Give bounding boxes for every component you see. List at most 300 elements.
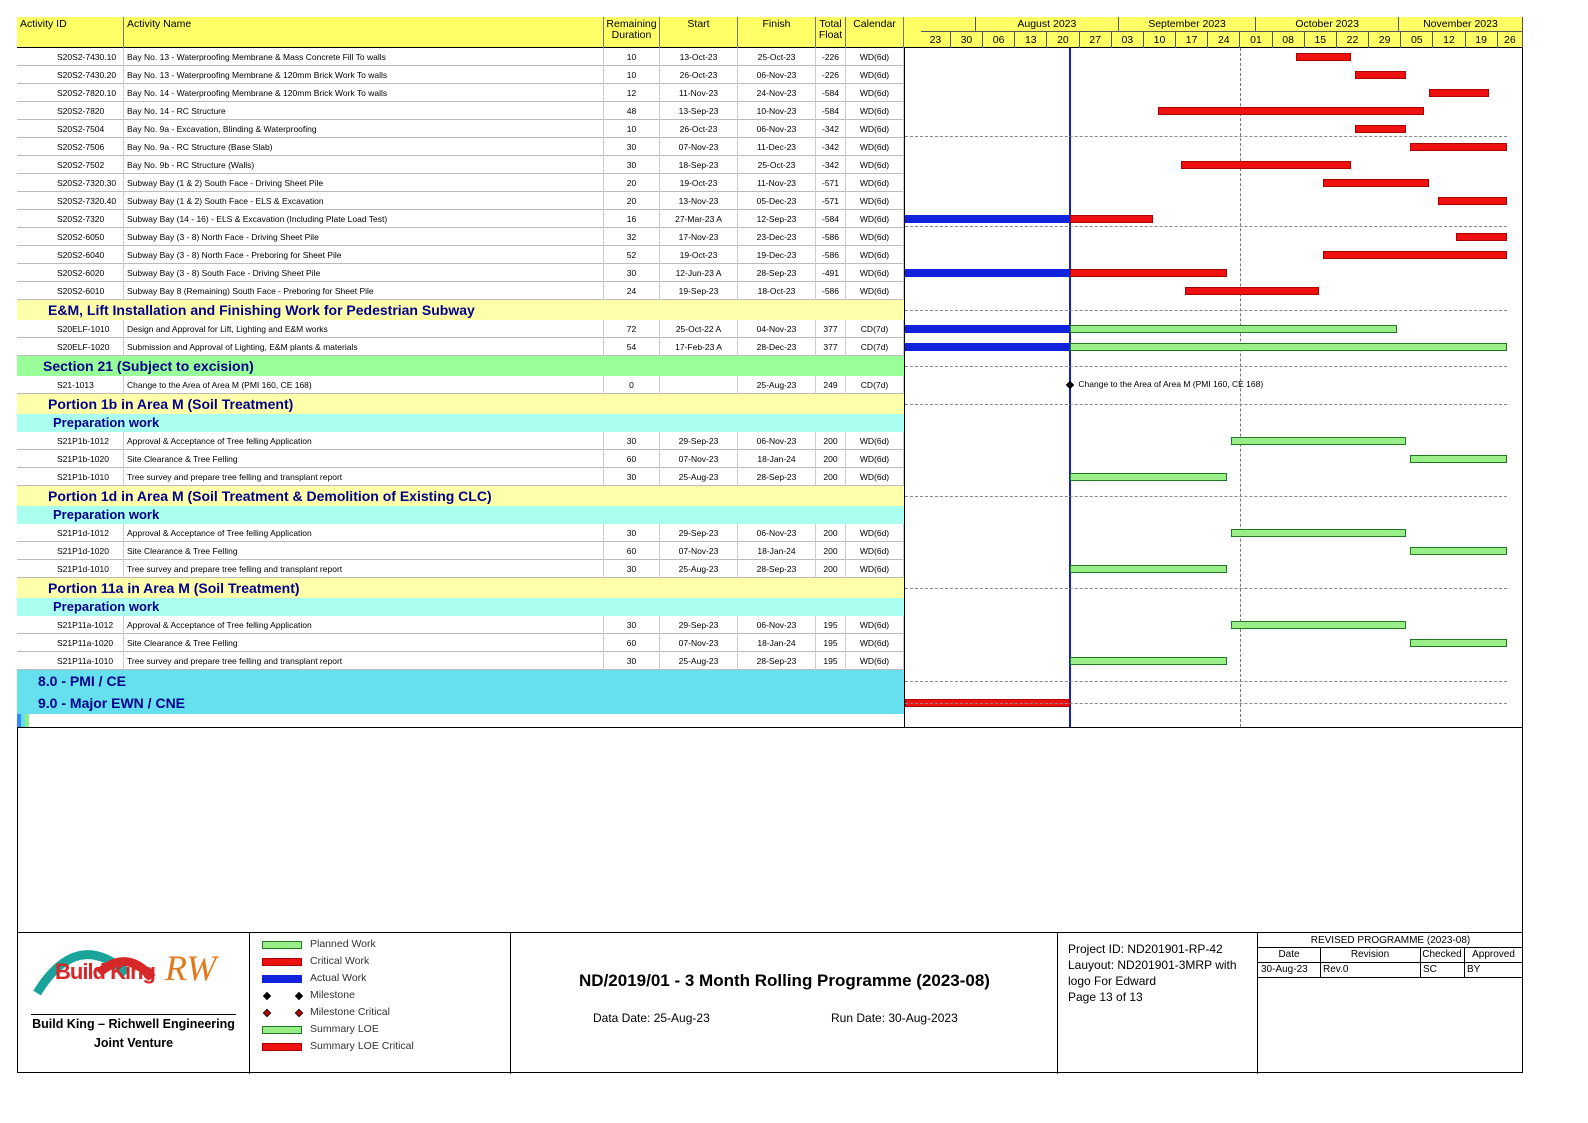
activity-id-cell: S21P1b-1012 [17,432,124,450]
wbs-group-header[interactable]: 9.0 - Major EWN / CNE [17,692,904,714]
activity-id-cell: S20S2-7502 [17,156,124,174]
finish-cell: 06-Nov-23 [738,524,816,542]
activity-id-cell: S20ELF-1010 [17,320,124,338]
critical-bar[interactable] [1158,107,1425,115]
wbs-group-header[interactable]: E&M, Lift Installation and Finishing Work for Pedestrian Subway [17,300,904,320]
start-cell: 29-Sep-23 [660,432,738,450]
wbs-group-header[interactable]: Portion 11a in Area M (Soil Treatment) [17,578,904,598]
float-cell: 249 [816,376,846,394]
timeline-month-pad [921,17,976,32]
float-cell: -226 [816,48,846,66]
critical-bar[interactable] [1456,233,1507,241]
critical-bar[interactable] [1185,287,1318,295]
activity-row[interactable] [17,210,904,228]
calendar-cell: WD(6d) [846,264,904,282]
legend [250,933,511,1074]
finish-cell: 28-Sep-23 [738,264,816,282]
group-separator [905,136,1507,137]
finish-cell: 04-Nov-23 [738,320,816,338]
duration-cell: 52 [604,246,660,264]
duration-cell: 24 [604,282,660,300]
start-cell: 13-Sep-23 [660,102,738,120]
calendar-cell: WD(6d) [846,228,904,246]
float-cell: 195 [816,634,846,652]
milestone-diamond-icon[interactable] [1066,381,1074,389]
duration-cell: 30 [604,560,660,578]
activity-name-cell: Bay No. 14 - RC Structure [124,102,604,120]
activity-id-cell: S20S2-6020 [17,264,124,282]
calendar-cell: WD(6d) [846,48,904,66]
activity-row[interactable] [17,282,904,300]
start-cell: 07-Nov-23 [660,634,738,652]
start-cell: 29-Sep-23 [660,616,738,634]
calendar-cell: WD(6d) [846,192,904,210]
duration-cell: 30 [604,468,660,486]
wbs-group-header[interactable]: Preparation work [17,414,904,432]
planned-bar[interactable] [1410,639,1507,647]
float-cell: 200 [816,468,846,486]
logo-subtitle-1: Build King – Richwell Engineering [32,1017,235,1031]
planned-bar[interactable] [1070,343,1507,351]
duration-cell: 30 [604,156,660,174]
calendar-cell: WD(6d) [846,174,904,192]
duration-cell: 10 [604,48,660,66]
float-cell: -586 [816,228,846,246]
activity-row[interactable] [17,634,904,652]
activity-name-cell: Tree survey and prepare tree felling and transplant report [124,468,604,486]
start-cell: 12-Jun-23 A [660,264,738,282]
activity-id-cell: S21P1b-1020 [17,450,124,468]
calendar-cell: WD(6d) [846,468,904,486]
duration-cell: 10 [604,120,660,138]
activity-id-cell: S21P1d-1012 [17,524,124,542]
table-bottom-border [17,727,1523,728]
duration-cell: 30 [604,138,660,156]
activity-name-cell: Bay No. 9b - RC Structure (Walls) [124,156,604,174]
programme-title: ND/2019/01 - 3 Month Rolling Programme (2023-08) [579,971,990,990]
float-cell: -584 [816,84,846,102]
timeline-week: 03 [1112,32,1144,48]
activity-id-cell: S20ELF-1020 [17,338,124,356]
finish-cell: 25-Oct-23 [738,48,816,66]
critical-bar[interactable] [1438,197,1507,205]
calendar-cell: WD(6d) [846,282,904,300]
timeline-week: 10 [1144,32,1176,48]
activity-name-cell: Bay No. 9a - Excavation, Blinding & Waterproofing [124,120,604,138]
float-cell: -342 [816,156,846,174]
activity-id-cell: S21P11a-1012 [17,616,124,634]
float-cell: -584 [816,210,846,228]
critical-bar[interactable] [1070,269,1226,277]
activity-row[interactable] [17,542,904,560]
activity-name-cell: Bay No. 9a - RC Structure (Base Slab) [124,138,604,156]
planned-bar[interactable] [1070,657,1226,665]
timeline-week: 29 [1369,32,1401,48]
data-date-text: Data Date: 25-Aug-23 [593,1011,710,1025]
duration-cell: 30 [604,616,660,634]
activity-name-cell: Subway Bay (3 - 8) North Face - Driving Sheet Pile [124,228,604,246]
gantt-timeline [904,48,1506,727]
calendar-cell: WD(6d) [846,450,904,468]
timeline-week: 13 [1015,32,1047,48]
start-cell: 25-Aug-23 [660,652,738,670]
wbs-group-header[interactable]: 8.0 - PMI / CE [17,670,904,692]
critical-bar[interactable] [1181,161,1351,169]
float-cell: -491 [816,264,846,282]
finish-cell: 05-Dec-23 [738,192,816,210]
timeline-header [921,17,1523,48]
group-separator [905,496,1507,497]
group-separator [905,310,1507,311]
activity-id-cell: S20S2-7430.10 [17,48,124,66]
activity-row[interactable] [17,156,904,174]
page-number: Page 13 of 13 [1068,990,1143,1004]
activity-row[interactable] [17,102,904,120]
critical-bar[interactable] [1429,89,1489,97]
activity-name-cell: Subway Bay (1 & 2) South Face - Driving Sheet Pile [124,174,604,192]
activity-row[interactable] [17,560,904,578]
activity-id-cell: S21P1d-1020 [17,542,124,560]
float-cell: -571 [816,192,846,210]
legend-planned-label: Planned Work [310,938,376,950]
activity-id-cell: S20S2-7320.30 [17,174,124,192]
planned-bar[interactable] [1070,473,1226,481]
timeline-week: 22 [1337,32,1369,48]
timeline-week: 17 [1176,32,1208,48]
activity-name-cell: Bay No. 13 - Waterproofing Membrane & 120mm Brick Work To walls [124,66,604,84]
duration-cell: 10 [604,66,660,84]
duration-cell: 20 [604,174,660,192]
duration-cell: 30 [604,432,660,450]
planned-bar[interactable] [1231,621,1406,629]
activity-id-cell: S20S2-7504 [17,120,124,138]
activity-name-cell: Tree survey and prepare tree felling and transplant report [124,560,604,578]
wbs-group-header[interactable]: Preparation work [17,598,904,616]
activity-id-cell: S20S2-7320 [17,210,124,228]
activity-row[interactable] [17,338,904,356]
timeline-week: 30 [951,32,983,48]
revision-title: REVISED PROGRAMME (2023-08) [1310,935,1471,946]
activity-row[interactable] [17,48,904,66]
finish-cell: 11-Dec-23 [738,138,816,156]
activity-name-cell: Site Clearance & Tree Felling [124,634,604,652]
activity-id-cell: S20S2-7506 [17,138,124,156]
col-calendar[interactable]: Calendar [846,17,904,48]
calendar-cell: WD(6d) [846,156,904,174]
calendar-cell: CD(7d) [846,376,904,394]
activity-name-cell: Subway Bay (3 - 8) South Face - Driving Sheet Pile [124,264,604,282]
activity-name-cell: Subway Bay (1 & 2) South Face - ELS & Excavation [124,192,604,210]
activity-id-cell: S21P1b-1010 [17,468,124,486]
activity-name-cell: Approval & Acceptance of Tree felling Application [124,616,604,634]
start-cell: 17-Nov-23 [660,228,738,246]
activity-row[interactable] [17,246,904,264]
timeline-week: 19 [1466,32,1498,48]
actual-swatch [262,975,302,983]
legend-critical-label: Critical Work [310,955,370,967]
duration-cell: 30 [604,524,660,542]
finish-cell: 18-Oct-23 [738,282,816,300]
project-layout: Lauyout: ND201901-3MRP with logo For Edward [1068,958,1237,988]
activity-name-cell: Tree survey and prepare tree felling and transplant report [124,652,604,670]
start-cell: 25-Aug-23 [660,560,738,578]
actual-bar[interactable] [905,325,1070,333]
rev-header-revision: Revision [1350,949,1390,960]
planned-bar[interactable] [1231,529,1406,537]
milestone-diamond-icon [263,992,271,1000]
timeline-week: 05 [1401,32,1433,48]
activity-row[interactable] [17,84,904,102]
finish-cell: 06-Nov-23 [738,432,816,450]
finish-cell: 23-Dec-23 [738,228,816,246]
col-finish[interactable]: Finish [738,17,816,48]
duration-cell: 72 [604,320,660,338]
critical-bar[interactable] [1296,53,1351,61]
start-cell: 25-Oct-22 A [660,320,738,338]
duration-cell: 0 [604,376,660,394]
critical-swatch [262,958,302,966]
start-cell: 17-Feb-23 A [660,338,738,356]
float-cell: -586 [816,246,846,264]
wbs-group-header[interactable]: Portion 1d in Area M (Soil Treatment & Demolition of Existing CLC) [17,486,904,506]
activity-row[interactable] [17,652,904,670]
wbs-group-header[interactable]: Preparation work [17,506,904,524]
title-cell [511,933,1058,1074]
float-cell: 200 [816,524,846,542]
activity-id-cell: S21-1013 [17,376,124,394]
planned-bar[interactable] [1231,437,1406,445]
rev-checked: SC [1423,964,1437,975]
start-cell: 13-Nov-23 [660,192,738,210]
start-cell: 19-Oct-23 [660,174,738,192]
float-cell: 195 [816,652,846,670]
timeline-week: 24 [1208,32,1240,48]
logo-subtitle-2: Joint Venture [93,1036,174,1050]
start-cell: 26-Oct-23 [660,120,738,138]
activity-name-cell: Bay No. 14 - Waterproofing Membrane & 120mm Brick Work To walls [124,84,604,102]
planned-bar[interactable] [1070,325,1396,333]
col-start[interactable]: Start [660,17,738,48]
legend-summary-loe-label: Summary LOE [310,1023,379,1035]
duration-cell: 32 [604,228,660,246]
critical-bar[interactable] [1323,251,1507,259]
activity-row[interactable] [17,192,904,210]
legend-actual-label: Actual Work [310,972,367,984]
start-cell: 26-Oct-23 [660,66,738,84]
activity-id-cell: S20S2-6040 [17,246,124,264]
logo-divider [31,1014,236,1015]
activity-name-cell: Approval & Acceptance of Tree felling Application [124,524,604,542]
activity-id-cell: S20S2-7820 [17,102,124,120]
float-cell: 377 [816,320,846,338]
activity-id-cell: S20S2-6050 [17,228,124,246]
critical-bar[interactable] [1070,215,1153,223]
float-cell: 200 [816,432,846,450]
float-cell: 195 [816,616,846,634]
float-cell: -342 [816,120,846,138]
activity-name-cell: Subway Bay 8 (Remaining) South Face - Preboring for Sheet Pile [124,282,604,300]
planned-bar[interactable] [1410,455,1507,463]
activity-row[interactable] [17,264,904,282]
activity-row[interactable] [17,432,904,450]
activity-row[interactable] [17,66,904,84]
activity-row[interactable] [17,450,904,468]
project-info [1068,941,1253,1005]
planned-bar[interactable] [1410,547,1507,555]
activity-row[interactable] [17,174,904,192]
calendar-cell: WD(6d) [846,560,904,578]
activity-name-cell: Site Clearance & Tree Felling [124,450,604,468]
calendar-cell: WD(6d) [846,616,904,634]
col-activity-id[interactable]: Activity ID [17,17,124,48]
duration-cell: 20 [604,192,660,210]
summary-loe-swatch [262,1026,302,1034]
duration-cell: 30 [604,264,660,282]
activity-name-cell: Bay No. 13 - Waterproofing Membrane & Mass Concrete Fill To walls [124,48,604,66]
wbs-group-header[interactable]: Portion 1b in Area M (Soil Treatment) [17,394,904,414]
group-separator [905,588,1507,589]
activity-name-cell: Change to the Area of Area M (PMI 160, CE 168) [124,376,604,394]
activity-row[interactable] [17,376,904,394]
start-cell: 13-Oct-23 [660,48,738,66]
calendar-cell: WD(6d) [846,246,904,264]
activity-row[interactable] [17,228,904,246]
critical-bar[interactable] [1323,179,1429,187]
critical-bar[interactable] [1355,125,1406,133]
calendar-cell: WD(6d) [846,210,904,228]
finish-cell: 18-Jan-24 [738,450,816,468]
float-cell: 200 [816,560,846,578]
actual-bar[interactable] [905,269,1070,277]
activity-row[interactable] [17,616,904,634]
activity-row[interactable] [17,468,904,486]
activity-id-cell: S21P11a-1010 [17,652,124,670]
start-cell: 11-Nov-23 [660,84,738,102]
critical-bar[interactable] [1410,143,1507,151]
logo-mark: RW [165,948,217,988]
calendar-cell: WD(6d) [846,634,904,652]
calendar-cell: WD(6d) [846,542,904,560]
rev-approved: BY [1467,964,1481,975]
calendar-cell: WD(6d) [846,524,904,542]
finish-cell: 18-Jan-24 [738,542,816,560]
float-cell: -586 [816,282,846,300]
timeline-week: 08 [1273,32,1305,48]
timeline-week: 12 [1433,32,1465,48]
finish-cell: 11-Nov-23 [738,174,816,192]
activity-id-cell: S21P11a-1020 [17,634,124,652]
timeline-month: November 2023 [1399,17,1523,32]
float-cell: -226 [816,66,846,84]
timeline-week: 01 [1240,32,1272,48]
finish-cell: 06-Nov-23 [738,66,816,84]
timeline-month: October 2023 [1256,17,1398,32]
timeline-week: 06 [983,32,1015,48]
timeline-month: September 2023 [1119,17,1257,32]
timeline-month: August 2023 [976,17,1118,32]
duration-cell: 60 [604,634,660,652]
start-cell: 25-Aug-23 [660,468,738,486]
activity-row[interactable] [17,138,904,156]
float-cell: 377 [816,338,846,356]
milestone-label: Change to the Area of Area M (PMI 160, CE 168) [1078,379,1264,389]
project-cell [1058,933,1258,1074]
group-separator [905,226,1507,227]
float-cell: -584 [816,102,846,120]
finish-cell: 24-Nov-23 [738,84,816,102]
activity-name-cell: Submission and Approval of Lighting, E&M plants & materials [124,338,604,356]
planned-bar[interactable] [1070,565,1226,573]
col-total-float[interactable]: Total Float [816,17,846,48]
col-activity-name[interactable]: Activity Name [124,17,604,48]
group-separator [905,366,1507,367]
activity-name-cell: Site Clearance & Tree Felling [124,542,604,560]
finish-cell: 18-Jan-24 [738,634,816,652]
project-id: Project ID: ND201901-RP-42 [1068,942,1223,956]
calendar-cell: WD(6d) [846,432,904,450]
col-remaining-duration[interactable]: Remaining Duration [604,17,660,48]
duration-cell: 60 [604,542,660,560]
finish-cell: 28-Sep-23 [738,652,816,670]
activity-id-cell: S20S2-7320.40 [17,192,124,210]
duration-cell: 60 [604,450,660,468]
activity-name-cell: Subway Bay (14 - 16) - ELS & Excavation (Including Plate Load Test) [124,210,604,228]
activity-row[interactable] [17,524,904,542]
start-cell: 27-Mar-23 A [660,210,738,228]
activity-id-cell: S20S2-7430.20 [17,66,124,84]
group-separator [905,681,1507,682]
wbs-group-header[interactable]: Section 21 (Subject to excision) [17,356,904,376]
timeline-week: 26 [1498,32,1523,48]
start-cell [660,376,738,394]
actual-bar[interactable] [905,215,1070,223]
calendar-cell: CD(7d) [846,320,904,338]
float-cell: 200 [816,542,846,560]
rev-header-date: Date [1278,949,1300,960]
start-cell: 07-Nov-23 [660,450,738,468]
activity-id-cell: S21P1d-1010 [17,560,124,578]
finish-cell: 25-Oct-23 [738,156,816,174]
activity-row[interactable] [17,320,904,338]
finish-cell: 10-Nov-23 [738,102,816,120]
float-cell: 200 [816,450,846,468]
finish-cell: 19-Dec-23 [738,246,816,264]
finish-cell: 25-Aug-23 [738,376,816,394]
revision-table [1258,933,1523,1074]
activity-name-cell: Subway Bay (3 - 8) North Face - Preboring for Sheet Pile [124,246,604,264]
start-cell: 07-Nov-23 [660,542,738,560]
milestone-critical-diamond-icon [263,1009,271,1017]
summary-loe-critical-swatch [262,1043,302,1051]
float-cell: -342 [816,138,846,156]
timeline-week: 23 [921,32,951,48]
start-cell: 19-Sep-23 [660,282,738,300]
start-cell: 18-Sep-23 [660,156,738,174]
actual-bar[interactable] [905,343,1070,351]
activity-name-cell: Design and Approval for Lift, Lighting and E&M works [124,320,604,338]
duration-cell: 54 [604,338,660,356]
activity-id-cell: S20S2-6010 [17,282,124,300]
run-date-text: Run Date: 30-Aug-2023 [831,1011,958,1025]
start-cell: 07-Nov-23 [660,138,738,156]
legend-summary-loe-critical-label: Summary LOE Critical [310,1040,414,1052]
critical-bar[interactable] [1355,71,1406,79]
activity-row[interactable] [17,120,904,138]
column-header [17,17,1523,48]
finish-cell: 28-Sep-23 [738,468,816,486]
finish-cell: 06-Nov-23 [738,120,816,138]
timeline-week: 15 [1305,32,1337,48]
